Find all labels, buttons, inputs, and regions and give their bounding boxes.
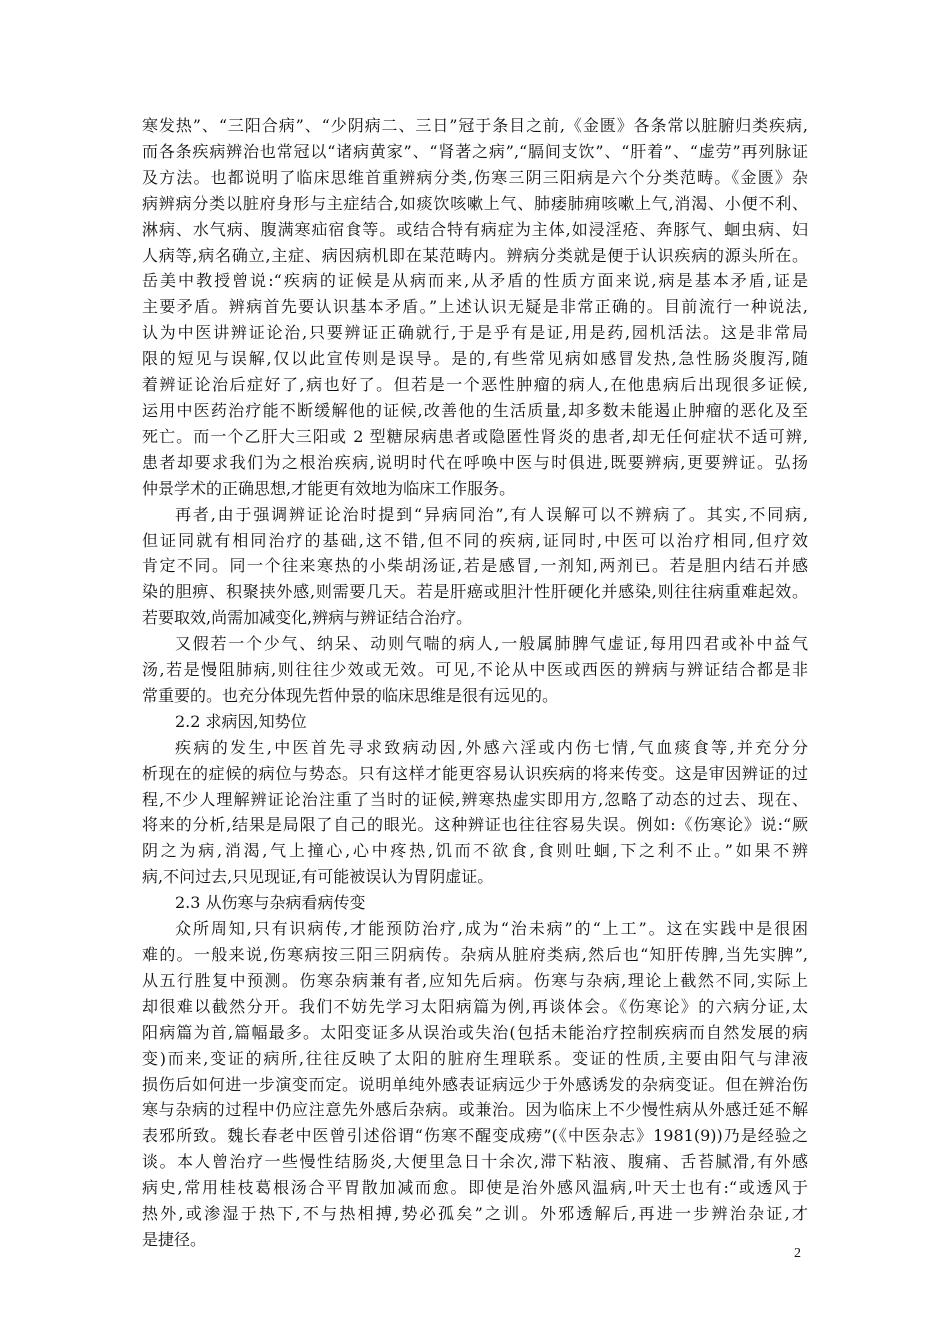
text-line: 是捷径。: [142, 1229, 207, 1249]
text-line: 患者却要求我们为之根治疾病,说明时代在呼唤中医与时俱进,既要辨病,更要辨证。弘扬: [142, 452, 808, 472]
text-line: 疾病的发生,中医首先寻求致病动因,外感六淫或内伤七情,气血痰食等,并充分分: [175, 737, 808, 757]
text-line: 染的胆痹、积聚挟外感,则需要几天。若是肝癌或胆汁性肝硬化并感染,则往往病重难起效。: [142, 582, 808, 602]
text-line: 汤,若是慢阻肺病,则往往少效或无效。可见,不论从中医或西医的辨病与辨证结合都是非: [142, 660, 808, 680]
text-line: 人病等,病名确立,主症、病因病机即在某范畴内。辨病分类就是便于认识疾病的源头所在。: [142, 245, 808, 265]
text-line: 常重要的。也充分体现先哲仲景的临床思维是很有远见的。: [142, 685, 559, 705]
document-body: [142, 113, 808, 1253]
text-line: 又假若一个少气、纳呆、动则气喘的病人,一般属肺脾气虚证,每用四君或补中益气: [175, 634, 808, 654]
text-line: 着辨证论治后症好了,病也好了。但若是一个恶性肿瘤的病人,在他患病后出现很多证候,: [142, 375, 808, 395]
text-line: 限的短见与误解,仅以此宣传则是误导。是的,有些常见病如感冒发热,急性肠炎腹泻,随: [142, 349, 808, 369]
text-line: 谈。本人曾治疗一些慢性结肠炎,大便里急日十余次,滞下粘液、腹痛、舌苔腻滑,有外感: [142, 1152, 808, 1172]
text-line: 运用中医药治疗能不断缓解他的证候,改善他的生活质量,却多数未能遏止肿瘤的恶化及至: [142, 400, 808, 420]
text-line: 及方法。也都说明了临床思维首重辨病分类,伤寒三阴三阳病是六个分类范畴。《金匮》杂: [142, 167, 808, 187]
text-line: 主要矛盾。辨病首先要认识基本矛盾。”上述认识无疑是非常正确的。目前流行一种说法,: [142, 297, 808, 317]
page-number: 2: [794, 1246, 801, 1261]
text-line: 表邪所致。魏长春老中医曾引述俗谓“伤寒不醒变成痨”(《中医杂志》1981(9))乃是经验之: [142, 1126, 808, 1146]
text-line: 寒与杂病的过程中仍应注意先外感后杂病。或兼治。因为临床上不少慢性病从外感迁延不解: [142, 1100, 808, 1120]
text-line: 若要取效,尚需加减变化,辨病与辨证结合治疗。: [142, 608, 473, 628]
text-line: 阴之为病,消渴,气上撞心,心中疼热,饥而不欲食,食则吐蛔,下之利不止。”如果不辨: [142, 841, 808, 861]
text-line: 析现在的症候的病位与势态。只有这样才能更容易认识疾病的将来传变。这是审因辨证的过: [142, 763, 808, 783]
section-heading: 2.2 求病因,知势位: [175, 711, 307, 731]
text-line: 损伤后如何进一步演变而定。说明单纯外感表证病远少于外感诱发的杂病变证。但在辨治伤: [142, 1074, 808, 1094]
text-line: 认为中医讲辨证论治,只要辨证正确就行,于是乎有是证,用是药,园机活法。这是非常局: [142, 323, 808, 343]
text-line: 仲景学术的正确思想,才能更有效地为临床工作服务。: [142, 478, 516, 498]
text-line: 阳病篇为首,篇幅最多。太阳变证多从误治或失治(包括未能治疗控制疾病而自然发展的病: [142, 1022, 808, 1042]
text-line: 但证同就有相同治疗的基础,这不错,但不同的疾病,证同时,中医可以治疗相同,但疗效: [142, 530, 808, 550]
text-line: 而各条疾病辨治也常冠以“诸病黄家”、“肾著之病”,“膈间支饮”、“肝着”、“虚劳”再列脉证: [142, 141, 808, 161]
text-line: 死亡。而一个乙肝大三阳或 2 型糖尿病患者或隐匿性肾炎的患者,却无任何症状不适可辨,: [142, 426, 808, 446]
text-line: 程,不少人理解辨证论治注重了当时的证候,辨寒热虚实即用方,忽略了动态的过去、现在、: [142, 789, 808, 809]
text-line: 却很难以截然分开。我们不妨先学习太阳病篇为例,再谈体会。《伤寒论》的六病分证,太: [142, 996, 808, 1016]
text-line: 变)而来,变证的病所,往往反映了太阳的脏府生理联系。变证的性质,主要由阳气与津液: [142, 1048, 808, 1068]
text-line: 热外,或渗湿于热下,不与热相搏,势必孤矣”之训。外邪透解后,再进一步辨治杂证,才: [142, 1204, 808, 1224]
text-line: 寒发热”、“三阳合病”、“少阴病二、三日”冠于条目之前,《金匮》各条常以脏腑归类疾病,: [142, 116, 808, 135]
text-line: 病史,常用桂枝葛根汤合平胃散加减而愈。即使是治外感风温病,叶天士也有:“或透风于: [142, 1178, 808, 1198]
text-line: 从五行胜复中预测。伤寒杂病兼有者,应知先后病。伤寒与杂病,理论上截然不同,实际上: [142, 970, 808, 990]
text-line: 岳美中教授曾说:“疾病的证候是从病而来,从矛盾的性质方面来说,病是基本矛盾,证是: [142, 271, 808, 291]
text-line: 病,不问过去,只见现证,有可能被误认为胃阴虚证。: [142, 867, 494, 887]
text-line: 再者,由于强调辨证论治时提到“异病同治”,有人误解可以不辨病了。其实,不同病,: [175, 504, 808, 524]
text-line: 肯定不同。同一个往来寒热的小柴胡汤证,若是感冒,一剂知,两剂已。若是胆内结石并感: [142, 556, 808, 576]
text-line: 众所周知,只有识病传,才能预防治疗,成为“治未病”的“上工”。这在实践中是很困: [175, 919, 808, 939]
text-line: 将来的分析,结果是局限了自己的眼光。这种辨证也往往容易失误。例如:《伤寒论》说:“厥: [142, 815, 808, 835]
text-line: 淋病、水气病、腹满寒疝宿食等。或结合特有病症为主体,如浸淫疮、奔豚气、蛔虫病、妇: [142, 219, 808, 239]
text-line: 病辨病分类以脏府身形与主症结合,如痰饮咳嗽上气、肺痿肺痈咳嗽上气,消渴、小便不利、: [142, 193, 808, 213]
text-line: 难的。一般来说,伤寒病按三阳三阴病传。杂病从脏府类病,然后也“知肝传脾,当先实脾”,: [142, 945, 808, 964]
section-heading: 2.3 从伤寒与杂病看病传变: [175, 893, 366, 913]
